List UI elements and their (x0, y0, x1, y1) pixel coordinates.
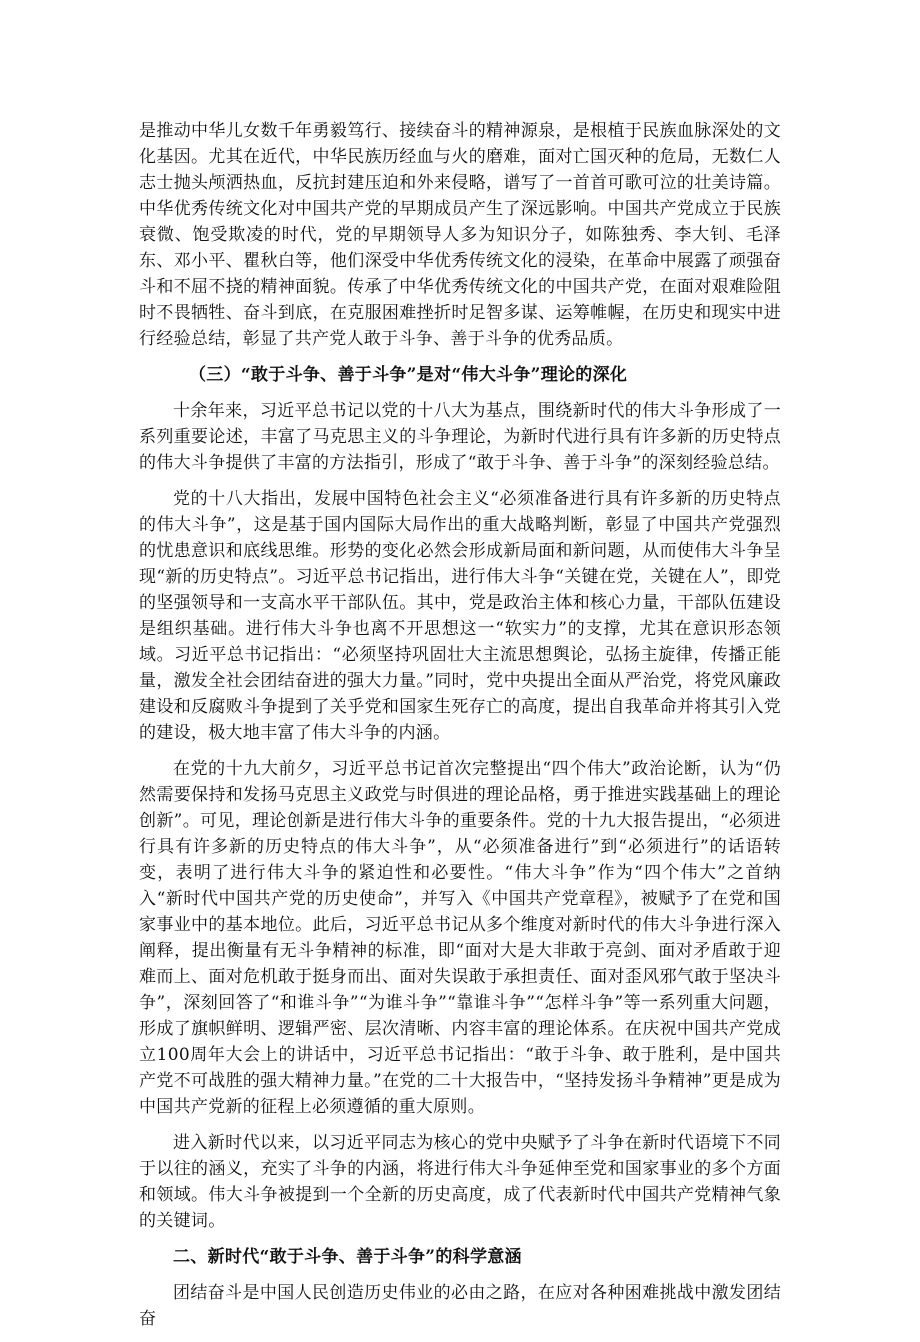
paragraph-ten-years: 十余年来，习近平总书记以党的十八大为基点，围绕新时代的伟大斗争形成了一系列重要论述，丰富了马克思主义的斗争理论，为新时代进行具有许多新的历史特点的伟大斗争提供了丰富的方法指引，形成了“敢于斗争、善于斗争”的深刻经验总结。 (139, 401, 781, 473)
subheading-theory-deepening: （三）“敢于斗争、善于斗争”是对“伟大斗争”理论的深化 (189, 365, 628, 385)
paragraph-new-era: 进入新时代以来，以习近平同志为核心的党中央赋予了斗争在新时代语境下不同于以往的涵义，充实了斗争的内涵，将进行伟大斗争延伸至党和国家事业的多个方面和领域。伟大斗争被提到一个全新的历史高度，成了代表新时代中国共产党精神气象的关键词。 (139, 1133, 781, 1231)
document-page (139, 118, 781, 1342)
section-heading-scientific-meaning: 二、新时代“敢于斗争、善于斗争”的科学意涵 (173, 1247, 522, 1267)
paragraph-18th-congress: 党的十八大指出，发展中国特色社会主义“必须准备进行具有许多新的历史特点的伟大斗争”，这是基于国内国际大局作出的重大战略判断，彰显了中国共产党强烈的忧患意识和底线思维。形势的变化必然会形成新局面和新问题，从而使伟大斗争呈现“新的历史特点”。习近平总书记指出，进行伟大斗争“关键在党，关键在人”，即党的坚强领导和一支高水平干部队伍。其中，党是政治主体和核心力量，干部队伍建设是组织基础。进行伟大斗争也离不开思想这一“软实力”的支撑，尤其在意识形态领域。习近平总书记指出：“必须坚持巩固壮大主流思想舆论，弘扬主旋律，传播正能量，激发全社会团结奋进的强大力量。”同时，党中央提出全面从严治党，将党风廉政建设和反腐败斗争提到了关乎党和国家生死存亡的高度，提出自我革命并将其引入党的建设，极大地丰富了伟大斗争的内涵。 (139, 489, 781, 743)
paragraph-cultural-gene: 是推动中华儿女数千年勇毅笃行、接续奋斗的精神源泉，是根植于民族血脉深处的文化基因。尤其在近代，中华民族历经血与火的磨难，面对亡国灭种的危局，无数仁人志士抛头颅洒热血，反抗封建压迫和外来侵略，谱写了一首首可歌可泣的壮美诗篇。中华优秀传统文化对中国共产党的早期成员产生了深远影响。中国共产党成立于民族衰微、饱受欺凌的时代，党的早期领导人多为知识分子，如陈独秀、李大钊、毛泽东、邓小平、瞿秋白等，他们深受中华优秀传统文化的浸染，在革命中展露了顽强奋斗和不屈不挠的精神面貌。传承了中华优秀传统文化的中国共产党，在面对艰难险阻时不畏牺牲、奋斗到底，在克服困难挫折时足智多谋、运筹帷幄，在历史和现实中进行经验总结，彰显了共产党人敢于斗争、善于斗争的优秀品质。 (139, 121, 781, 349)
paragraph-unity-struggle: 团结奋斗是中国人民创造历史伟业的必由之路，在应对各种困难挑战中激发团结奋 (139, 1283, 781, 1329)
paragraph-19th-congress: 在党的十九大前夕，习近平总书记首次完整提出“四个伟大”政治论断，认为“仍然需要保持和发扬马克思主义政党与时俱进的理论品格，勇于推进实践基础上的理论创新”。可见，理论创新是进行伟大斗争的重要条件。党的十九大报告提出，“必须进行具有许多新的历史特点的伟大斗争”，从“必须准备进行”到“必须进行”的话语转变，表明了进行伟大斗争的紧迫性和必要性。“伟大斗争”作为“四个伟大”之首纳入“新时代中国共产党的历史使命”，并写入《中国共产党章程》，被赋予了在党和国家事业中的基本地位。此后，习近平总书记从多个维度对新时代的伟大斗争进行深入阐释，提出衡量有无斗争精神的标准，即“面对大是大非敢于亮剑、面对矛盾敢于迎难而上、面对危机敢于挺身而出、面对失误敢于承担责任、面对歪风邪气敢于坚决斗争”，深刻回答了“和谁斗争”“为谁斗争”“靠谁斗争”“怎样斗争”等一系列重大问题，形成了旗帜鲜明、逻辑严密、层次清晰、内容丰富的理论体系。在庆祝中国共产党成立100周年大会上的讲话中，习近平总书记指出：“敢于斗争、敢于胜利，是中国共产党不可战胜的强大精神力量。”在党的二十大报告中，“坚持发扬斗争精神”更是成为中国共产党新的征程上必须遵循的重大原则。 (139, 759, 781, 1117)
